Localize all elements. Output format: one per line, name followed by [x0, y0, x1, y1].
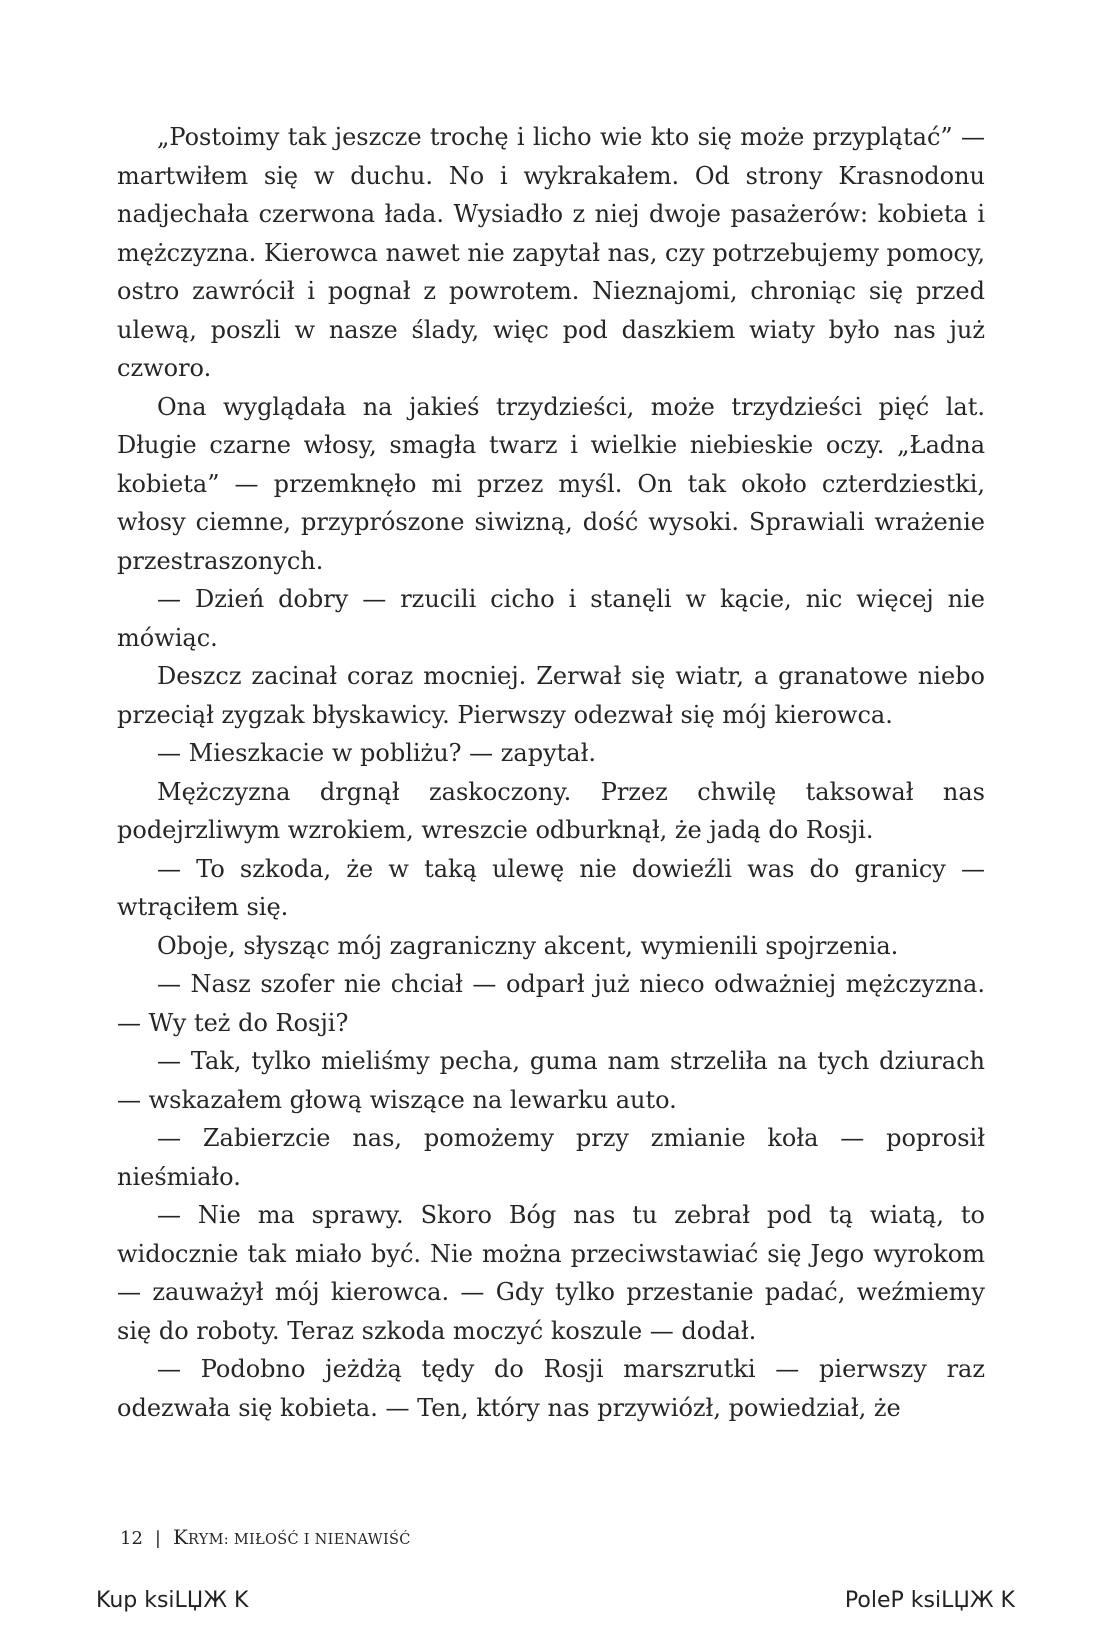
recommend-book-link[interactable]: PoleP ksiLЏЖ K: [844, 1588, 1015, 1613]
paragraph-7: — To szkoda, że w taką ulewę nie dowieźli was do granicy — wtrąciłem się.: [117, 854, 985, 921]
paragraph-6: Mężczyzna drgnął zaskoczony. Przez chwilę taksował nas podejrzliwym wzrokiem, wreszcie odburknął, że jadą do Rosji.: [117, 777, 985, 844]
paragraph-4: Deszcz zacinał coraz mocniej. Zerwał się wiatr, a granatowe niebo przeciął zygzak błyskawicy. Pierwszy odezwał się mój kierowca.: [117, 662, 985, 729]
paragraph-11: — Zabierzcie nas, pomożemy przy zmianie koła — poprosił nieśmiało.: [117, 1124, 985, 1191]
paragraph-5: — Mieszkacie w pobliżu? — zapytał.: [157, 739, 597, 767]
running-title-initial: K: [172, 1525, 188, 1549]
paragraph-2: Ona wyglądała na jakieś trzydzieści, może trzydzieści pięć lat. Długie czarne włosy, smagła twarz i wielkie niebieskie oczy. „Ładna kobieta” — przemknęło mi przez myśl. On tak około czterdziestki, włosy ciemne, przyprószone siwizną, dość wysoki. Sprawiali wrażenie przestraszonych.: [117, 392, 985, 575]
page-number: 12: [120, 1528, 143, 1549]
paragraph-3: — Dzień dobry — rzucili cicho i stanęli w kącie, nic więcej nie mówiąc.: [117, 585, 985, 652]
paragraph-8: Oboje, słysząc mój zagraniczny akcent, wymienili spojrzenia.: [157, 931, 899, 960]
footer-separator: |: [154, 1528, 161, 1549]
paragraph-1: „Postoimy tak jeszcze trochę i licho wie kto się może przyplątać” — martwiłem się w duchu. No i wykrakałem. Od strony Krasnodonu nadjechała czerwona łada. Wysiadło z niej dwoje pasażerów: kobieta i mężczyzna. Kierowca nawet nie zapytał nas, czy potrzebujemy pomocy, ostro zawrócił i pognał z powrotem. Nieznajomi, chroniąc się przed ulewą, poszli w nasze ślady, więc pod daszkiem wiaty było nas już czworo.: [117, 123, 985, 382]
running-title-colon: :: [223, 1532, 234, 1548]
running-title-word: RYM: [187, 1532, 224, 1548]
running-title-rest: MIŁOŚĆ I NIENAWIŚĆ: [233, 1532, 411, 1548]
paragraph-13: — Podobno jeżdżą tędy do Rosji marszrutki — pierwszy raz odezwała się kobieta. — Ten, który nas przywiózł, powiedział, że: [117, 1355, 985, 1422]
book-body-text: [117, 118, 985, 1427]
paragraph-10: — Tak, tylko mieliśmy pecha, guma nam strzeliła na tych dziurach — wskazałem głową wiszące na lewarku auto.: [117, 1047, 985, 1114]
buy-book-link[interactable]: Kup ksiLЏЖ K: [96, 1588, 249, 1613]
running-title: [172, 1525, 411, 1549]
paragraph-9: — Nasz szofer nie chciał — odparł już nieco odważniej mężczyzna. — Wy też do Rosji?: [117, 970, 985, 1037]
page-footer: [120, 1525, 411, 1549]
paragraph-12: — Nie ma sprawy. Skoro Bóg nas tu zebrał pod tą wiatą, to widocznie tak miało być. Nie można przeciwstawiać się Jego wyrokom — zauważył mój kierowca. — Gdy tylko przestanie padać, weźmiemy się do roboty. Teraz szkoda moczyć koszule — dodał.: [117, 1201, 985, 1345]
